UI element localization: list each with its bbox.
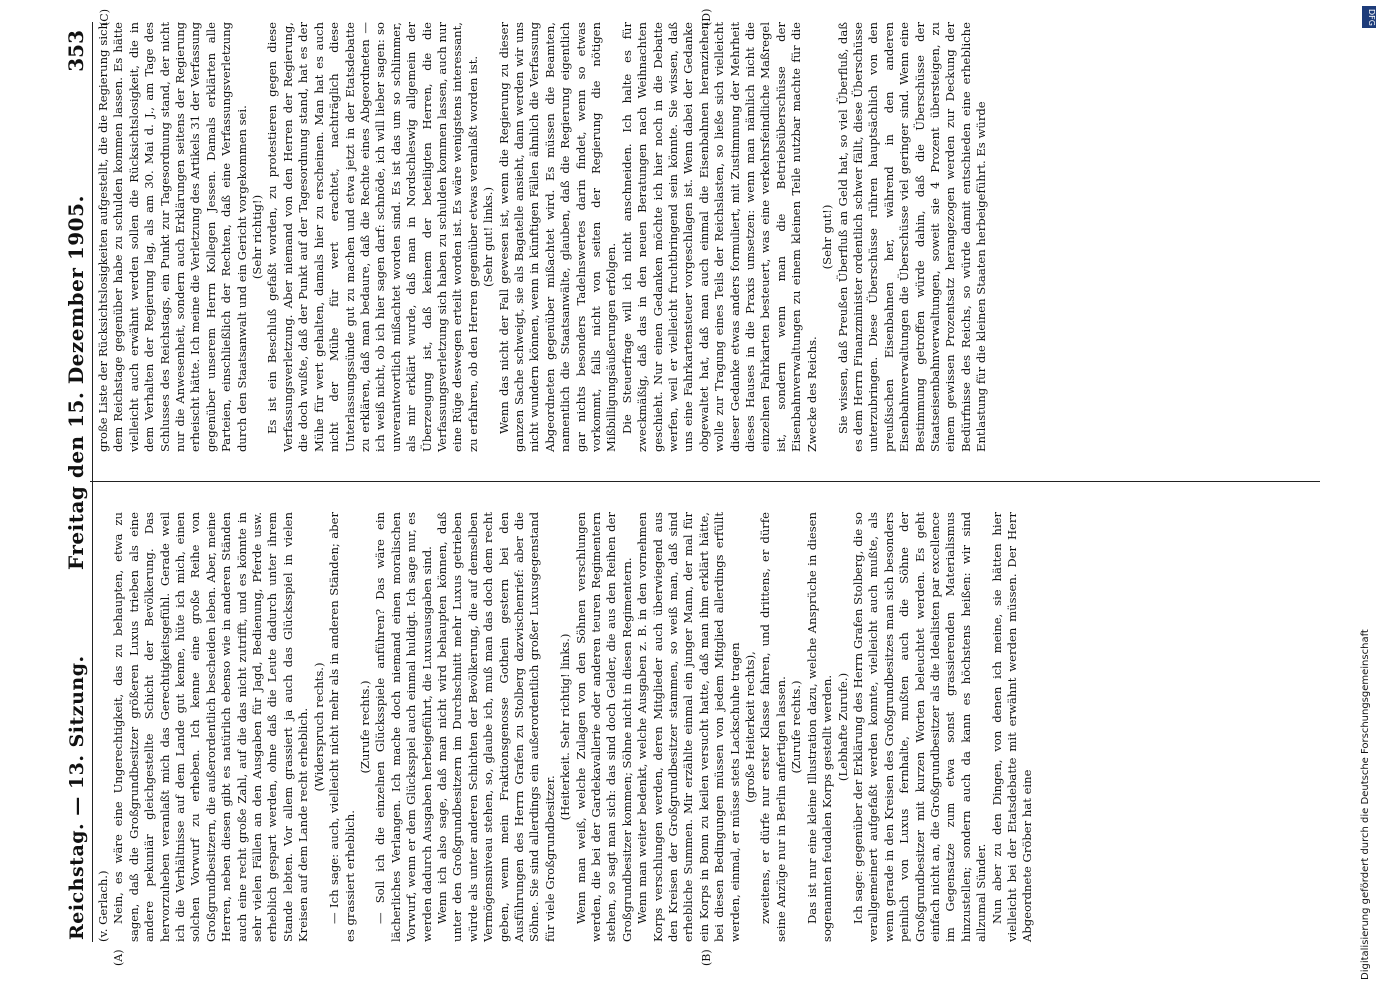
interjection: (Zurufe rechts.) <box>789 680 804 774</box>
header-session: Reichstag. — 13. Sitzung. <box>66 655 88 940</box>
side-note-text: Digitalisierung gefördert durch die Deutsche Forschungsgemeinschaft <box>1360 629 1371 980</box>
paragraph: — Ich sage: auch, vielleicht nicht mehr als in anderen Ständen; aber es grassiert erheblich. <box>327 512 357 942</box>
margin-mark-a: (A) <box>112 949 125 966</box>
paragraph: Wenn man weiß, welche Zulagen von den Söhnen verschlungen werden, die bei der Gardekavallerie oder anderen teuren Regimentern stehen, so sagt man sich: das sind doch Gelder, die aus den Reihen der Großgrundbesitzer kommen; Söhne nicht in diesen Regimentern. <box>573 512 634 942</box>
margin-mark-c: (C) <box>98 9 111 26</box>
interjection: (Widerspruch rechts.) <box>311 662 326 792</box>
paragraph: Ich sage: gegenüber der Erklärung des Herrn Grafen Stolberg, die so verallgemeinert aufgefaßt werden konnte, vielleicht auch mußte, als wenn gerade in den Kreisen des Großgrundbesitzes man sich besonders peinlich von Luxus fernhalte, mußten auch die Söhne der Großgrundbesitzer mit kurzen Worten beleuchtet werden. Es geht einfach nicht an, die Großgrundbesitzer als die Idealisten par excellence im Gegensatze zum etwa sonst grassierenden Materialismus hinzustellen; sondern auch da kann es höchstens heißen: wir sind allzumal Sünder. <box>850 512 989 942</box>
paragraph: große Liste der Rücksichtslosigkeiten aufgestellt, die die Regierung sich dem Reichstage gegenüber habe zu schulden kommen lassen. Es hätte vielleicht auch erwähnt werden sollen die Rücksichtslosigkeit, die in dem Verhalten der Regierung lag, als am 30. Mai d. J., am Tage des Schlusses des Reichstags, ein Punkt zur Tagesordnung stand, der nicht nur die Anwesenheit, sondern auch Erklärungen seitens der Regierung erheischt hätte. Ich meine die Verletzung des Artikels 31 der Verfassung gegenüber unserem Herrn Kollegen Jessen. Damals erklärten alle Parteien, einschließlich der Rechten, daß eine Verfassungsverletzung durch den Staatsanwalt und ein Gericht vorgekommen sei. <box>96 22 249 452</box>
margin-mark-b: (B) <box>700 949 713 966</box>
dfg-logo: DFG <box>1362 6 1376 28</box>
side-note <box>1360 0 1380 1000</box>
interjection: (Sehr gut! links.) <box>481 187 496 287</box>
paragraph: Wenn ich also sage, daß man nicht wird behaupten können, daß unter den Großgrundbesitzern im Durchschnitt mehr Luxus getrieben würde als unter anderen Schichten der Bevölkerung, die auf demselben Vermögensniveau stehen, so, glaube ich, muß man das doch dem recht geben, wenn mein Fraktionsgenosse Gothein gestern bei den Ausführungen des Herrn Grafen zu Stolberg dazwischenrief: aber die Söhne. Sie sind allerdings ein außerordentlich großer Luxusgegenstand für viele Großgrundbesitzer. <box>434 512 557 942</box>
paragraph: Sie wissen, daß Preußen Überfluß an Geld hat, so viel Überfluß, daß es dem Herrn Finanzminister ordentlich schwer fällt, diese Überschüsse unterzubringen. Diese Überschüsse rühren hauptsächlich von den preußischen Eisenbahnen her, während in den anderen Eisenbahnverwaltungen die Überschüsse viel geringer sind. Wenn eine Bestimmung getroffen würde dahin, daß die Überschüsse der Staatseisenbahnverwaltungen, soweit sie 4 Prozent übersteigen, zu einem gewissen Prozentsatz herangezogen werden zur Deckung der Bedürfnisse des Reichs, so würde damit entschieden eine erhebliche Entlastung für die kleinen Staaten herbeigeführt. Es würde <box>835 22 989 452</box>
interjection: (Sehr gut!) <box>820 204 835 270</box>
column-divider <box>90 481 1320 482</box>
paragraph: Das ist nur eine kleine Illustration dazu, welche Ansprüche in diesen sogenannten feudalen Korps gestellt werden. <box>804 512 835 942</box>
paragraph: Nein, es wäre eine Ungerechtigkeit, das zu behaupten, etwa zu sagen, daß die Großgrundbesitzer größeren Luxus trieben als eine andere pekuniär gleichgestellte Schicht der Bevölkerung. Das hervorzuheben veranlaßt mich das Gerechtigkeitsgefühl. Gerade weil ich die Verhältnisse auf dem Lande gut kenne, hüte ich mich, einen solchen Vorwurf zu erheben. Ich kenne eine große Reihe von Großgrundbesitzern, die außerordentlich bescheiden leben. Aber, meine Herren, neben diesen gibt es natürlich ebenso wie in anderen Ständen auch eine recht große Zahl, auf die das nicht zutrifft, und es könnte in sehr vielen Fällen an den Ausgaben für Jagd, Bedienung, Pferde usw. erheblich gespart werden, ohne daß die Leute dadurch unter ihrem Stande lebten. Vor allem grassiert ja auch das Glücksspiel in vielen Kreisen auf dem Lande recht erheblich. <box>111 512 311 942</box>
paragraph: — Soll ich die einzelnen Glücksspiele anführen? Das wäre ein lächerliches Verlangen. Ich mache doch niemand einen moralischen Vorwurf, wenn er dem Glücksspiel auch einmal huldigt. Ich sage nur, es werden dadurch Ausgaben herbeigeführt, die Luxusausgaben sind. <box>373 512 434 942</box>
interjection: (Zurufe rechts.) <box>357 680 372 774</box>
interjection: (Lebhafte Zurufe.) <box>835 672 850 782</box>
margin-mark-d: (D) <box>700 8 713 26</box>
paragraph: (v. Gerlach.) <box>96 870 110 942</box>
paragraph: Es ist ein Beschluß gefaßt worden, zu protestieren gegen diese Verfassungsverletzung. Aber niemand von den Herren der Regierung, die doch wußte, daß der Punkt auf der Tagesordnung stand, hat es der Mühe für wert gehalten, damals hier zu erscheinen. Man hat es auch nicht der Mühe für wert erachtet, nachträglich diese Unterlassungssünde gut zu machen und etwa jetzt in der Etatsdebatte zu erklären, daß man bedaure, daß die Rechte eines Abgeordneten — ich weiß nicht, ob ich hier sagen darf: schnöde, ich will lieber sagen: so unverantwortlich mißachtet worden sind. Es ist das um so schlimmer, als mir erklärt wurde, daß man in Nordschleswig allgemein der Überzeugung ist, daß keinem der beteiligten Herren, die die Verfassungsverletzung sich haben zu schulden kommen lassen, auch nur eine Rüge deswegen erteilt worden ist. Es wäre wenigstens interessant, zu erfahren, ob den Herren gegenüber etwas veranlaßt worden ist. <box>265 22 480 452</box>
paragraph: Die Steuerfrage will ich nicht anschneiden. Ich halte es für zweckmäßig, daß das in den neuen Beratungen nach Weihnachten geschieht. Nur einen Gedanken möchte ich hier noch in die Debatte werfen, weil er vielleicht fruchtbringend sein könnte. Sie wissen, daß uns eine Fahrkartensteuer vorgeschlagen ist. Wenn dabei der Gedanke obgewaltet hat, daß man auch einmal die Eisenbahnen heranziehen wolle zur Tragung eines Teils der Reichslasten, so ließe sich vielleicht dieser Gedanke etwas anders formuliert, mit Zustimmung der Mehrheit dieses Hauses in die Praxis umsetzen: wenn man nämlich nicht die einzelnen Fahrkarten besteuert, was eine verkehrsfeindliche Maßregel ist, sondern wenn man die Betriebsüberschüsse der Eisenbahnverwaltungen zu einem kleinen Teile nutzbar machte für die Zwecke des Reichs. <box>619 22 819 452</box>
interjection: (Sehr richtig!) <box>250 194 265 280</box>
interjection: (große Heiterkeit rechts), <box>743 651 758 803</box>
header-date: Freitag den 15. Dezember 1905. <box>64 195 88 570</box>
page-header <box>62 30 96 940</box>
paragraph: Wenn man weiter bedenkt, welche Ausgaben z. B. in den vornehmen Korps verschlungen werden, deren Mitglieder auch überwiegend aus den Kreisen der Großgrundbesitzer stammen, so weiß man, daß sind erhebliche Summen. Mir erzählte einmal ein junger Mann, der mal für ein Korps in Bonn zu keilen versucht hatte, daß man ihm erklärt hätte, bei diesen Bedingungen müssen von jedem Mitglied allerdings erfüllt werden, einmal, er müsse stets Lackschuhe tragen <box>635 512 742 942</box>
paragraph: zweitens, er dürfe nur erster Klasse fahren, und drittens, er dürfe seine Anzüge nur in Berlin anfertigen lassen. <box>758 512 788 942</box>
left-column <box>96 512 1036 942</box>
interjection: (Heiterkeit. Sehr richtig! links.) <box>558 633 573 821</box>
paragraph: Wenn das nicht der Fall gewesen ist, wenn die Regierung zu dieser ganzen Sache schweigt, sie als Bagatelle ansieht, dann werden wir uns nicht wundern können, wenn in künftigen Fällen ähnlich die Verfassung Abgeordneten gegenüber mißachtet wird. Es müssen die Beamten, namentlich die Staatsanwälte, glauben, daß die Regierung eigentlich gar nichts besonders Tadelnswertes darin findet, wenn so etwas vorkommt, falls nicht von seiten der Regierung die nötigen Mißbilligungsäußerungen erfolgen. <box>496 22 619 452</box>
header-rule <box>92 22 93 942</box>
paragraph: Nun aber zu den Dingen, von denen ich meine, sie hätten hier vielleicht bei der Etatsdebatte mit erwähnt werden müssen. Der Herr Abgeordnete Gröber hat eine <box>989 512 1035 942</box>
right-column <box>96 22 990 452</box>
page-number: 353 <box>64 30 88 72</box>
